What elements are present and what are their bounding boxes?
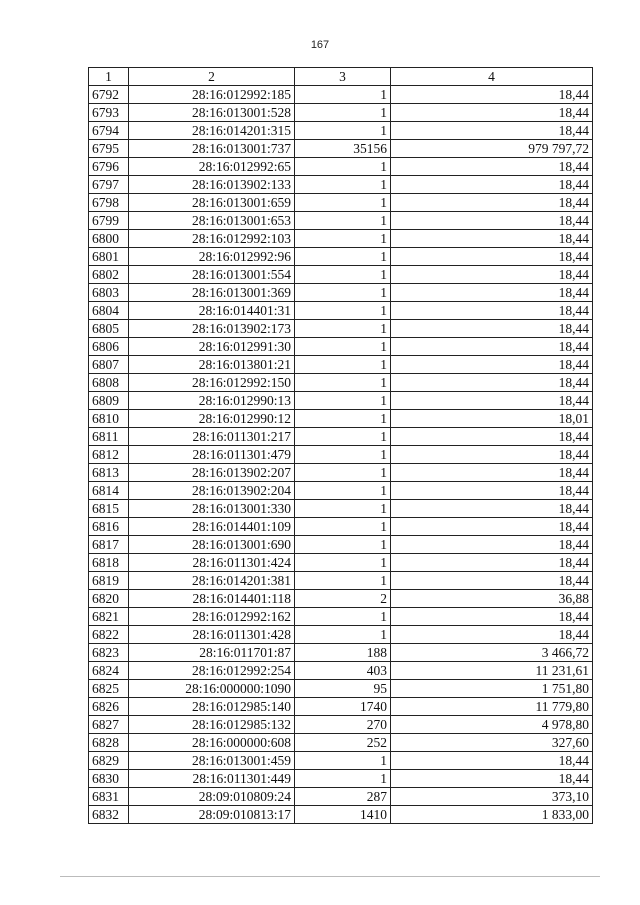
quantity-cell: 1 (295, 518, 391, 536)
quantity-cell: 1 (295, 374, 391, 392)
quantity-cell: 1 (295, 158, 391, 176)
table-row (89, 680, 593, 698)
cadastral-number-cell: 28:16:012991:30 (129, 338, 295, 356)
amount-cell: 18,44 (391, 536, 593, 554)
table-row (89, 752, 593, 770)
table-row (89, 590, 593, 608)
quantity-cell: 1 (295, 176, 391, 194)
amount-cell: 18,44 (391, 446, 593, 464)
quantity-cell: 1 (295, 194, 391, 212)
row-number-cell: 6810 (89, 410, 129, 428)
cadastral-number-cell: 28:16:013001:737 (129, 140, 295, 158)
cadastral-number-cell: 28:16:014201:315 (129, 122, 295, 140)
amount-cell: 11 779,80 (391, 698, 593, 716)
page-number: 167 (310, 39, 330, 51)
amount-cell: 18,44 (391, 572, 593, 590)
row-number-cell: 6815 (89, 500, 129, 518)
row-number-cell: 6799 (89, 212, 129, 230)
amount-cell: 373,10 (391, 788, 593, 806)
table-row (89, 194, 593, 212)
table-row (89, 788, 593, 806)
amount-cell: 36,88 (391, 590, 593, 608)
column-header-2: 2 (129, 68, 295, 86)
table-row (89, 662, 593, 680)
table-row (89, 86, 593, 104)
table-row (89, 428, 593, 446)
table-row (89, 770, 593, 788)
row-number-cell: 6820 (89, 590, 129, 608)
cadastral-number-cell: 28:16:011701:87 (129, 644, 295, 662)
table-row (89, 338, 593, 356)
cadastral-number-cell: 28:16:014401:31 (129, 302, 295, 320)
quantity-cell: 1 (295, 230, 391, 248)
row-number-cell: 6792 (89, 86, 129, 104)
row-number-cell: 6832 (89, 806, 129, 824)
quantity-cell: 1740 (295, 698, 391, 716)
cadastral-number-cell: 28:09:010813:17 (129, 806, 295, 824)
cadastral-number-cell: 28:16:012992:96 (129, 248, 295, 266)
quantity-cell: 95 (295, 680, 391, 698)
row-number-cell: 6829 (89, 752, 129, 770)
quantity-cell: 1 (295, 302, 391, 320)
table-row (89, 806, 593, 824)
row-number-cell: 6811 (89, 428, 129, 446)
amount-cell: 18,44 (391, 500, 593, 518)
amount-cell: 18,44 (391, 752, 593, 770)
cadastral-number-cell: 28:16:012992:185 (129, 86, 295, 104)
quantity-cell: 403 (295, 662, 391, 680)
amount-cell: 18,44 (391, 104, 593, 122)
quantity-cell: 1 (295, 752, 391, 770)
cadastral-number-cell: 28:16:012992:103 (129, 230, 295, 248)
cadastral-number-cell: 28:16:013902:173 (129, 320, 295, 338)
quantity-cell: 1 (295, 212, 391, 230)
row-number-cell: 6824 (89, 662, 129, 680)
table-row (89, 266, 593, 284)
amount-cell: 18,44 (391, 176, 593, 194)
table-row (89, 158, 593, 176)
amount-cell: 18,44 (391, 554, 593, 572)
cadastral-number-cell: 28:16:013001:369 (129, 284, 295, 302)
row-number-cell: 6807 (89, 356, 129, 374)
cadastral-number-cell: 28:16:013001:528 (129, 104, 295, 122)
quantity-cell: 1410 (295, 806, 391, 824)
amount-cell: 18,44 (391, 212, 593, 230)
quantity-cell: 1 (295, 86, 391, 104)
table-body (89, 86, 593, 824)
table-row (89, 302, 593, 320)
amount-cell: 18,01 (391, 410, 593, 428)
quantity-cell: 188 (295, 644, 391, 662)
row-number-cell: 6809 (89, 392, 129, 410)
amount-cell: 1 833,00 (391, 806, 593, 824)
amount-cell: 18,44 (391, 194, 593, 212)
column-header-1: 1 (89, 68, 129, 86)
row-number-cell: 6802 (89, 266, 129, 284)
row-number-cell: 6801 (89, 248, 129, 266)
table-row (89, 410, 593, 428)
row-number-cell: 6826 (89, 698, 129, 716)
cadastral-number-cell: 28:16:013001:659 (129, 194, 295, 212)
table-row (89, 734, 593, 752)
quantity-cell: 287 (295, 788, 391, 806)
quantity-cell: 1 (295, 482, 391, 500)
table-row (89, 536, 593, 554)
table-row (89, 608, 593, 626)
row-number-cell: 6816 (89, 518, 129, 536)
row-number-cell: 6798 (89, 194, 129, 212)
amount-cell: 18,44 (391, 356, 593, 374)
amount-cell: 11 231,61 (391, 662, 593, 680)
row-number-cell: 6808 (89, 374, 129, 392)
table-row (89, 176, 593, 194)
row-number-cell: 6823 (89, 644, 129, 662)
amount-cell: 18,44 (391, 266, 593, 284)
row-number-cell: 6812 (89, 446, 129, 464)
row-number-cell: 6825 (89, 680, 129, 698)
quantity-cell: 1 (295, 572, 391, 590)
amount-cell: 18,44 (391, 374, 593, 392)
amount-cell: 18,44 (391, 428, 593, 446)
table-row (89, 500, 593, 518)
table-row (89, 374, 593, 392)
table-row (89, 554, 593, 572)
cadastral-number-cell: 28:16:014401:109 (129, 518, 295, 536)
column-header-3: 3 (295, 68, 391, 86)
page-bottom-edge (60, 876, 600, 877)
cadastral-number-cell: 28:16:012990:13 (129, 392, 295, 410)
cadastral-number-cell: 28:16:012985:132 (129, 716, 295, 734)
quantity-cell: 1 (295, 248, 391, 266)
row-number-cell: 6796 (89, 158, 129, 176)
amount-cell: 4 978,80 (391, 716, 593, 734)
row-number-cell: 6797 (89, 176, 129, 194)
table-row (89, 320, 593, 338)
row-number-cell: 6804 (89, 302, 129, 320)
quantity-cell: 1 (295, 392, 391, 410)
cadastral-number-cell: 28:16:000000:1090 (129, 680, 295, 698)
quantity-cell: 1 (295, 500, 391, 518)
cadastral-number-cell: 28:16:013001:554 (129, 266, 295, 284)
table-row (89, 122, 593, 140)
cadastral-number-cell: 28:16:013001:330 (129, 500, 295, 518)
table-row (89, 248, 593, 266)
quantity-cell: 1 (295, 410, 391, 428)
quantity-cell: 1 (295, 626, 391, 644)
table-row (89, 140, 593, 158)
cadastral-number-cell: 28:16:013001:690 (129, 536, 295, 554)
quantity-cell: 1 (295, 320, 391, 338)
amount-cell: 18,44 (391, 122, 593, 140)
table-row (89, 284, 593, 302)
amount-cell: 18,44 (391, 482, 593, 500)
row-number-cell: 6805 (89, 320, 129, 338)
table-row (89, 644, 593, 662)
amount-cell: 979 797,72 (391, 140, 593, 158)
quantity-cell: 270 (295, 716, 391, 734)
column-header-4: 4 (391, 68, 593, 86)
amount-cell: 18,44 (391, 284, 593, 302)
quantity-cell: 2 (295, 590, 391, 608)
quantity-cell: 1 (295, 284, 391, 302)
table-row (89, 356, 593, 374)
quantity-cell: 1 (295, 266, 391, 284)
cadastral-number-cell: 28:16:012990:12 (129, 410, 295, 428)
cadastral-number-cell: 28:16:012985:140 (129, 698, 295, 716)
cadastral-number-cell: 28:16:013902:133 (129, 176, 295, 194)
table-row (89, 230, 593, 248)
row-number-cell: 6821 (89, 608, 129, 626)
table-row (89, 392, 593, 410)
cadastral-number-cell: 28:16:011301:449 (129, 770, 295, 788)
quantity-cell: 1 (295, 554, 391, 572)
cadastral-number-cell: 28:16:011301:428 (129, 626, 295, 644)
amount-cell: 18,44 (391, 626, 593, 644)
cadastral-number-cell: 28:09:010809:24 (129, 788, 295, 806)
data-table (88, 67, 593, 824)
amount-cell: 1 751,80 (391, 680, 593, 698)
table-row (89, 716, 593, 734)
table-row (89, 446, 593, 464)
amount-cell: 327,60 (391, 734, 593, 752)
cadastral-number-cell: 28:16:014201:381 (129, 572, 295, 590)
cadastral-number-cell: 28:16:012992:150 (129, 374, 295, 392)
row-number-cell: 6827 (89, 716, 129, 734)
table-row (89, 212, 593, 230)
table-row (89, 698, 593, 716)
cadastral-number-cell: 28:16:012992:254 (129, 662, 295, 680)
cadastral-number-cell: 28:16:012992:65 (129, 158, 295, 176)
table-row (89, 104, 593, 122)
quantity-cell: 1 (295, 122, 391, 140)
cadastral-number-cell: 28:16:011301:479 (129, 446, 295, 464)
row-number-cell: 6794 (89, 122, 129, 140)
row-number-cell: 6814 (89, 482, 129, 500)
table-header-row (89, 68, 593, 86)
cadastral-number-cell: 28:16:013001:653 (129, 212, 295, 230)
quantity-cell: 252 (295, 734, 391, 752)
quantity-cell: 1 (295, 770, 391, 788)
row-number-cell: 6830 (89, 770, 129, 788)
amount-cell: 18,44 (391, 158, 593, 176)
cadastral-number-cell: 28:16:013902:207 (129, 464, 295, 482)
row-number-cell: 6828 (89, 734, 129, 752)
amount-cell: 18,44 (391, 248, 593, 266)
amount-cell: 18,44 (391, 518, 593, 536)
quantity-cell: 35156 (295, 140, 391, 158)
table-row (89, 482, 593, 500)
quantity-cell: 1 (295, 536, 391, 554)
quantity-cell: 1 (295, 608, 391, 626)
quantity-cell: 1 (295, 428, 391, 446)
quantity-cell: 1 (295, 356, 391, 374)
cadastral-number-cell: 28:16:014401:118 (129, 590, 295, 608)
amount-cell: 18,44 (391, 338, 593, 356)
row-number-cell: 6818 (89, 554, 129, 572)
table-row (89, 464, 593, 482)
table-row (89, 572, 593, 590)
quantity-cell: 1 (295, 446, 391, 464)
cadastral-number-cell: 28:16:011301:217 (129, 428, 295, 446)
row-number-cell: 6831 (89, 788, 129, 806)
amount-cell: 18,44 (391, 320, 593, 338)
cadastral-number-cell: 28:16:013801:21 (129, 356, 295, 374)
amount-cell: 18,44 (391, 608, 593, 626)
cadastral-number-cell: 28:16:013902:204 (129, 482, 295, 500)
row-number-cell: 6822 (89, 626, 129, 644)
amount-cell: 18,44 (391, 392, 593, 410)
amount-cell: 18,44 (391, 464, 593, 482)
cadastral-number-cell: 28:16:012992:162 (129, 608, 295, 626)
table-row (89, 626, 593, 644)
row-number-cell: 6806 (89, 338, 129, 356)
row-number-cell: 6803 (89, 284, 129, 302)
quantity-cell: 1 (295, 464, 391, 482)
amount-cell: 18,44 (391, 230, 593, 248)
amount-cell: 18,44 (391, 86, 593, 104)
cadastral-number-cell: 28:16:000000:608 (129, 734, 295, 752)
table-row (89, 518, 593, 536)
row-number-cell: 6800 (89, 230, 129, 248)
quantity-cell: 1 (295, 104, 391, 122)
row-number-cell: 6795 (89, 140, 129, 158)
quantity-cell: 1 (295, 338, 391, 356)
row-number-cell: 6793 (89, 104, 129, 122)
row-number-cell: 6813 (89, 464, 129, 482)
cadastral-number-cell: 28:16:011301:424 (129, 554, 295, 572)
row-number-cell: 6819 (89, 572, 129, 590)
amount-cell: 18,44 (391, 770, 593, 788)
row-number-cell: 6817 (89, 536, 129, 554)
amount-cell: 18,44 (391, 302, 593, 320)
amount-cell: 3 466,72 (391, 644, 593, 662)
cadastral-number-cell: 28:16:013001:459 (129, 752, 295, 770)
